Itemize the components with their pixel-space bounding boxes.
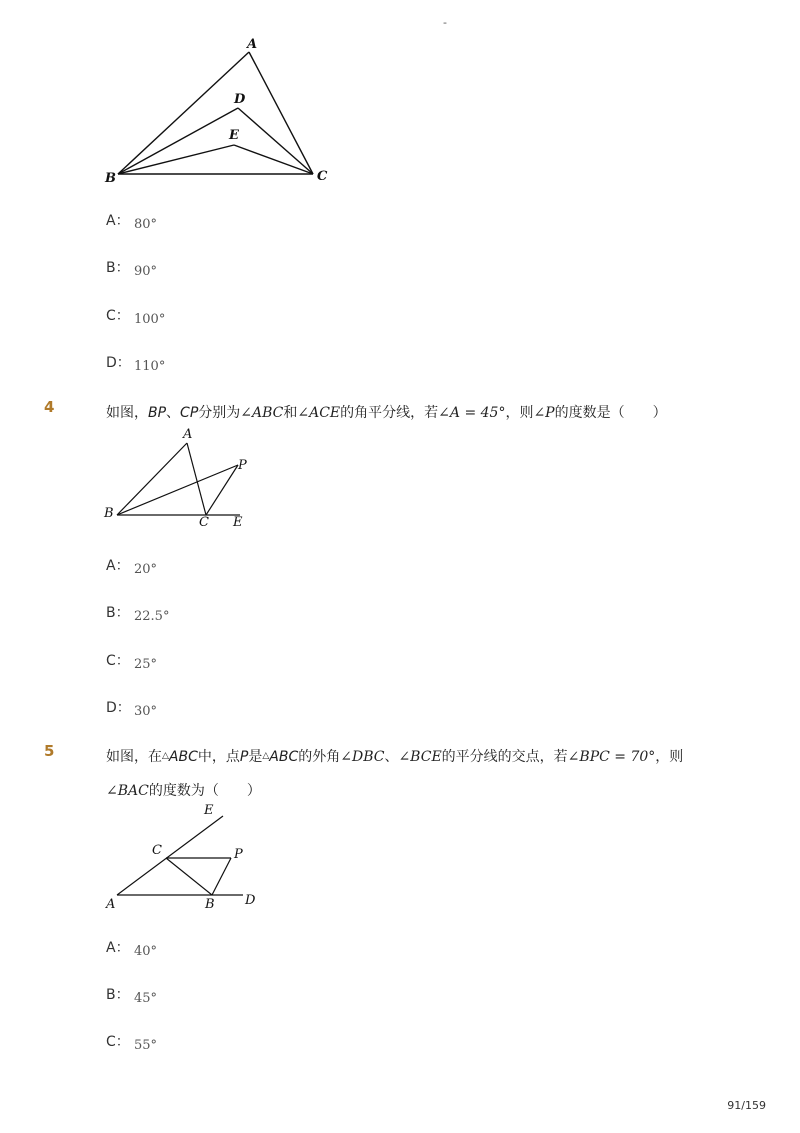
question-5-number: 5 bbox=[44, 742, 55, 760]
option-letter: B： bbox=[106, 987, 130, 1003]
option-value: 80° bbox=[134, 217, 158, 232]
q5-t8: ABC bbox=[269, 749, 299, 765]
fig5-line-CB bbox=[166, 858, 212, 895]
q4-t1: 如图， bbox=[106, 405, 148, 421]
option-value: 55° bbox=[134, 1038, 158, 1053]
q4-t8: ∠ACE bbox=[297, 405, 341, 421]
fig5-line-PB bbox=[212, 858, 231, 895]
q5-t4: 中，点 bbox=[197, 749, 240, 765]
figure-q3 bbox=[100, 34, 340, 184]
option-letter: C： bbox=[106, 308, 130, 324]
question-4-text bbox=[106, 402, 667, 422]
question-5-text-line2 bbox=[106, 780, 261, 800]
figure-q4-svg bbox=[100, 425, 260, 535]
q4-t9: 的角平分线，若 bbox=[340, 405, 439, 421]
q4-t6: ∠ABC bbox=[240, 405, 284, 421]
q5-t1: 如图，在 bbox=[106, 749, 162, 765]
page-number: 91/159 bbox=[727, 1099, 766, 1112]
q3-option-d[interactable] bbox=[106, 352, 165, 372]
q5-option-b[interactable] bbox=[106, 984, 157, 1004]
q4-option-a[interactable] bbox=[106, 555, 157, 575]
option-letter: C： bbox=[106, 653, 130, 669]
fig1-line-AC bbox=[249, 52, 313, 174]
option-letter: B： bbox=[106, 260, 130, 276]
option-value: 30° bbox=[134, 704, 158, 719]
option-value: 25° bbox=[134, 657, 158, 672]
q3-option-c[interactable] bbox=[106, 305, 165, 325]
fig5-label-D: D bbox=[245, 893, 256, 908]
q5-t12: ∠BCE bbox=[398, 749, 442, 765]
q3-option-a[interactable] bbox=[106, 210, 157, 230]
option-value: 90° bbox=[134, 264, 158, 279]
option-letter: B： bbox=[106, 605, 130, 621]
fig5-label-E: E bbox=[204, 803, 214, 818]
option-value: 100° bbox=[134, 312, 166, 327]
q5-l2-t2: 的度数为（ ） bbox=[148, 783, 261, 799]
option-letter: D： bbox=[106, 355, 131, 371]
fig5-label-C: C bbox=[152, 843, 162, 858]
q5-t10: ∠DBC bbox=[340, 749, 385, 765]
q5-t14: ∠BPC = 70° bbox=[567, 749, 656, 765]
fig5-line-AE bbox=[117, 816, 223, 895]
figure-q3-svg bbox=[100, 34, 340, 184]
fig4-line-BP bbox=[117, 465, 238, 515]
option-letter: C： bbox=[106, 1034, 130, 1050]
q5-t9: 的外角 bbox=[298, 749, 341, 765]
fig4-line-CP bbox=[206, 465, 238, 515]
option-value: 45° bbox=[134, 991, 158, 1006]
fig5-label-B: B bbox=[205, 897, 215, 912]
fig1-line-BE bbox=[118, 145, 234, 174]
option-value: 22.5° bbox=[134, 609, 170, 624]
q4-t2: BP bbox=[148, 405, 167, 421]
figure-q4 bbox=[100, 425, 260, 535]
q5-t5: P bbox=[239, 749, 249, 765]
option-letter: D： bbox=[106, 700, 131, 716]
option-letter: A： bbox=[106, 940, 130, 956]
q4-t11: ，则 bbox=[505, 405, 534, 421]
fig5-label-A: A bbox=[106, 897, 116, 912]
q4-option-d[interactable] bbox=[106, 697, 157, 717]
fig1-line-DC bbox=[238, 108, 313, 174]
fig1-label-D: D bbox=[234, 92, 246, 107]
option-value: 40° bbox=[134, 944, 158, 959]
q5-t13: 的平分线的交点，若 bbox=[441, 749, 568, 765]
fig4-label-B: B bbox=[104, 506, 114, 521]
question-4-number: 4 bbox=[44, 398, 55, 416]
triangle-symbol: △ bbox=[262, 751, 270, 761]
fig4-label-P: P bbox=[238, 458, 247, 473]
q4-t7: 和 bbox=[283, 405, 298, 421]
question-5-text-line1 bbox=[106, 746, 683, 766]
figure-q5-svg bbox=[100, 800, 270, 915]
q5-l2-t1: ∠BAC bbox=[106, 783, 149, 799]
q5-t11: 、 bbox=[384, 749, 399, 765]
q3-option-b[interactable] bbox=[106, 257, 157, 277]
q4-t3: 、 bbox=[166, 405, 181, 421]
option-value: 110° bbox=[134, 359, 166, 374]
figure-q5 bbox=[100, 800, 270, 915]
fig4-line-BA bbox=[117, 443, 187, 515]
option-letter: A： bbox=[106, 558, 130, 574]
fig1-label-E: E bbox=[229, 128, 239, 143]
q4-t13: 的度数是（ ） bbox=[554, 405, 667, 421]
q4-option-c[interactable] bbox=[106, 650, 157, 670]
option-value: 20° bbox=[134, 562, 158, 577]
triangle-symbol: △ bbox=[162, 751, 169, 761]
q4-option-b[interactable] bbox=[106, 602, 169, 622]
q5-option-a[interactable] bbox=[106, 937, 157, 957]
q5-t15: ，则 bbox=[655, 749, 684, 765]
fig1-label-B: B bbox=[105, 171, 116, 186]
fig4-label-E: E bbox=[233, 515, 243, 530]
fig4-label-A: A bbox=[183, 427, 193, 442]
q4-t5: 分别为 bbox=[198, 405, 241, 421]
fig1-label-A: A bbox=[247, 37, 258, 52]
q4-t10: ∠A = 45° bbox=[438, 405, 506, 421]
fig1-line-EC bbox=[234, 145, 313, 174]
fig5-label-P: P bbox=[234, 847, 243, 862]
option-letter: A： bbox=[106, 213, 130, 229]
q4-t12: ∠P bbox=[533, 405, 555, 421]
q4-t4: CP bbox=[180, 405, 199, 421]
fig4-label-C: C bbox=[199, 515, 209, 530]
q5-t6: 是 bbox=[248, 749, 263, 765]
top-mark: - bbox=[443, 16, 447, 29]
fig1-label-C: C bbox=[317, 169, 328, 184]
q5-option-c[interactable] bbox=[106, 1031, 157, 1051]
q5-t3: ABC bbox=[168, 749, 198, 765]
